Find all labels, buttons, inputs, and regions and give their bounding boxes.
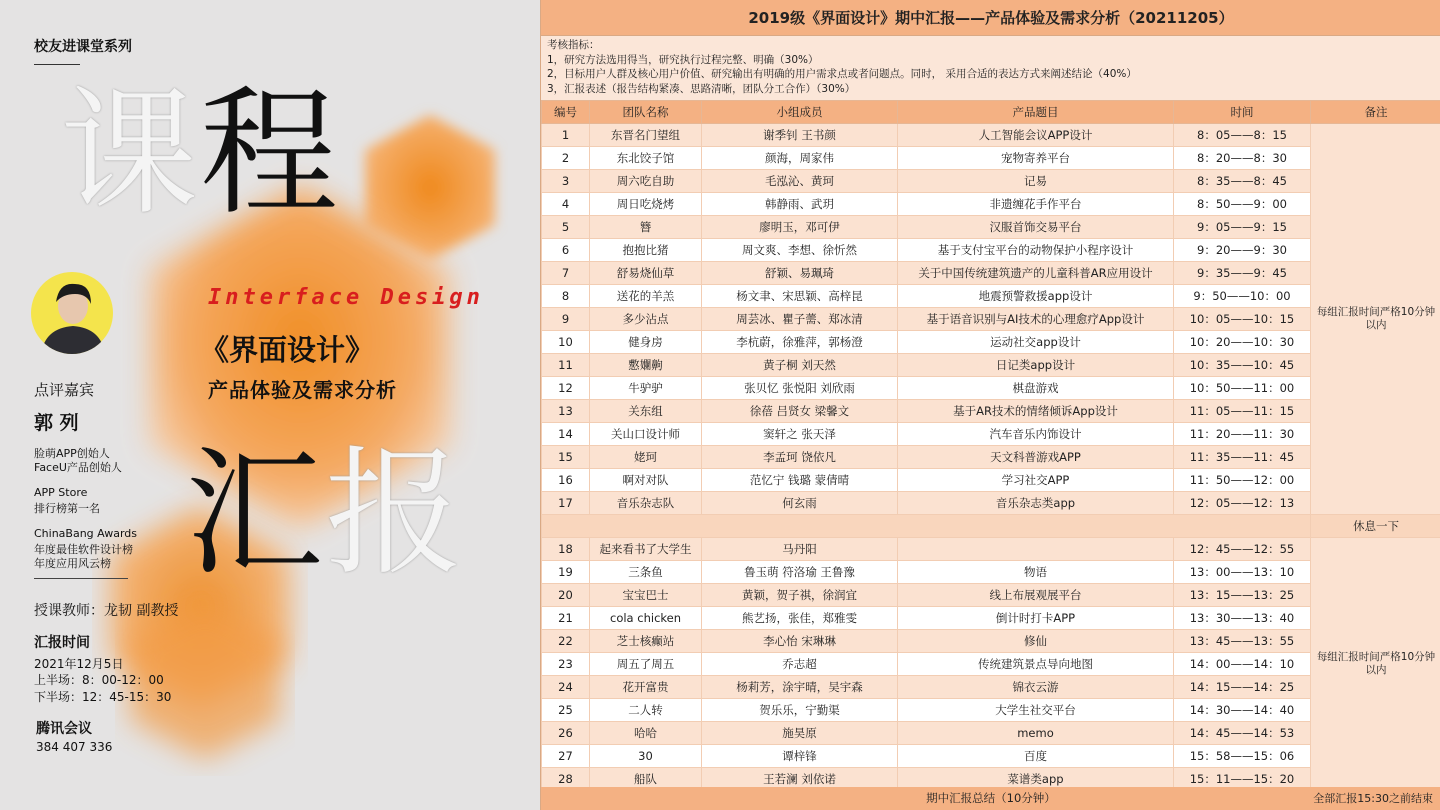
cell-topic: 菜谱类app bbox=[898, 768, 1174, 791]
cell-time: 10：20——10：30 bbox=[1174, 331, 1311, 354]
cell-topic: 基于AR技术的情绪倾诉App设计 bbox=[898, 400, 1174, 423]
cell-topic: 宠物寄养平台 bbox=[898, 147, 1174, 170]
cell-time: 10：05——10：15 bbox=[1174, 308, 1311, 331]
cell-team: 健身房 bbox=[590, 331, 702, 354]
cell-index: 20 bbox=[542, 584, 590, 607]
cell-index: 19 bbox=[542, 561, 590, 584]
cell-members: 黄子桐 刘天然 bbox=[702, 354, 898, 377]
guest-bio-line: 年度应用风云榜 bbox=[34, 557, 111, 570]
course-title: 《界面设计》 bbox=[200, 333, 375, 367]
cell-index: 16 bbox=[542, 469, 590, 492]
cell-topic: memo bbox=[898, 722, 1174, 745]
cell-team: 周六吃自助 bbox=[590, 170, 702, 193]
report-time-label: 汇报时间 bbox=[34, 635, 90, 651]
table-row bbox=[542, 124, 1440, 147]
cell-members: 鲁玉萌 符洛瑜 王鲁豫 bbox=[702, 561, 898, 584]
cell-members: 谭梓锋 bbox=[702, 745, 898, 768]
cell-time: 11：35——11：45 bbox=[1174, 446, 1311, 469]
big-char-cheng: 程 bbox=[200, 73, 339, 234]
cell-members: 王若澜 刘依诺 bbox=[702, 768, 898, 791]
cell-time: 9：20——9：30 bbox=[1174, 239, 1311, 262]
cell-index: 2 bbox=[542, 147, 590, 170]
summary-row bbox=[541, 787, 1440, 810]
cell-index: 27 bbox=[542, 745, 590, 768]
cell-team: 簪 bbox=[590, 216, 702, 239]
cell-topic: 汉服首饰交易平台 bbox=[898, 216, 1174, 239]
cell-time: 9：05——9：15 bbox=[1174, 216, 1311, 239]
cell-time: 8：35——8：45 bbox=[1174, 170, 1311, 193]
cell-topic: 锦衣云游 bbox=[898, 676, 1174, 699]
table-row bbox=[542, 492, 1440, 515]
cell-topic: 修仙 bbox=[898, 630, 1174, 653]
column-header: 小组成员 bbox=[702, 101, 898, 124]
cell-time: 10：35——10：45 bbox=[1174, 354, 1311, 377]
cell-members: 颜海，周家伟 bbox=[702, 147, 898, 170]
cell-time: 8：50——9：00 bbox=[1174, 193, 1311, 216]
cell-topic: 大学生社交平台 bbox=[898, 699, 1174, 722]
cell-team: 周五了周五 bbox=[590, 653, 702, 676]
cell-index: 23 bbox=[542, 653, 590, 676]
guest-bio-line: 年度最佳软件设计榜 bbox=[34, 543, 133, 556]
cell-members: 廖明玉，邓可伊 bbox=[702, 216, 898, 239]
cell-team: 啊对对队 bbox=[590, 469, 702, 492]
column-header: 产品题目 bbox=[898, 101, 1174, 124]
teacher-info: 授课教师：龙韧 副教授 bbox=[34, 603, 179, 619]
cell-topic: 日记类app设计 bbox=[898, 354, 1174, 377]
report-date: 2021年12月5日 bbox=[34, 657, 124, 671]
cell-team: 关山口设计师 bbox=[590, 423, 702, 446]
table-row bbox=[542, 538, 1440, 561]
guest-bio-line: FaceU产品创始人 bbox=[34, 461, 122, 474]
cell-topic: 运动社交app设计 bbox=[898, 331, 1174, 354]
table-row bbox=[542, 400, 1440, 423]
cell-topic bbox=[898, 538, 1174, 561]
cell-time: 15：11——15：20 bbox=[1174, 768, 1311, 791]
cell-index: 3 bbox=[542, 170, 590, 193]
criteria-item: 3，汇报表述（报告结构紧凑、思路清晰，团队分工合作）（30%） bbox=[547, 82, 856, 95]
summary-note: 全部汇报15:30之前结束 bbox=[1313, 792, 1433, 805]
cell-members: 周芸冰、瞿子薷、郑冰清 bbox=[702, 308, 898, 331]
cell-time: 8：20——8：30 bbox=[1174, 147, 1311, 170]
table-row bbox=[542, 745, 1440, 768]
session-afternoon: 下半场：12：45-15：30 bbox=[34, 690, 172, 704]
english-title: Interface Design bbox=[208, 285, 484, 310]
divider bbox=[34, 578, 128, 579]
sheet-title: 2019级《界面设计》期中汇报——产品体验及需求分析（20211205） bbox=[541, 0, 1440, 36]
guest-avatar bbox=[31, 272, 113, 354]
cell-topic: 物语 bbox=[898, 561, 1174, 584]
big-char-bao: 报 bbox=[325, 433, 464, 594]
table-header-row bbox=[542, 101, 1440, 124]
cell-topic: 基于语音识别与AI技术的心理愈疗App设计 bbox=[898, 308, 1174, 331]
break-label: 休息一下 bbox=[1311, 515, 1440, 538]
cell-team: 抱抱比猪 bbox=[590, 239, 702, 262]
cell-team: 东晋名门望组 bbox=[590, 124, 702, 147]
divider bbox=[34, 64, 80, 65]
series-label: 校友进课堂系列 bbox=[34, 39, 132, 55]
column-header: 编号 bbox=[542, 101, 590, 124]
cell-members: 贺乐乐，宁勤渠 bbox=[702, 699, 898, 722]
cell-index: 4 bbox=[542, 193, 590, 216]
cell-team: 懯孄齁 bbox=[590, 354, 702, 377]
cell-topic: 基于支付宝平台的动物保护小程序设计 bbox=[898, 239, 1174, 262]
criteria-item: 2，目标用户人群及核心用户价值、研究输出有明确的用户需求点或者问题点。同时， 采用合适的表达方式来阐述结论（40%） bbox=[547, 68, 1137, 80]
table-row bbox=[542, 699, 1440, 722]
cell-time: 13：30——13：40 bbox=[1174, 607, 1311, 630]
cell-index: 28 bbox=[542, 768, 590, 791]
cell-members: 何玄雨 bbox=[702, 492, 898, 515]
guest-label: 点评嘉宾 bbox=[34, 381, 95, 399]
break-spacer bbox=[542, 515, 1311, 538]
cell-index: 25 bbox=[542, 699, 590, 722]
cell-topic: 棋盘游戏 bbox=[898, 377, 1174, 400]
big-char-hui: 汇 bbox=[185, 433, 324, 594]
cell-team: 舒易烧仙草 bbox=[590, 262, 702, 285]
cell-topic: 天文科普游戏APP bbox=[898, 446, 1174, 469]
cell-time: 11：20——11：30 bbox=[1174, 423, 1311, 446]
criteria-heading: 考核指标： bbox=[547, 39, 600, 51]
table-row bbox=[542, 423, 1440, 446]
cell-team: 三条鱼 bbox=[590, 561, 702, 584]
table-row bbox=[542, 630, 1440, 653]
table-row bbox=[542, 722, 1440, 745]
table-row bbox=[542, 147, 1440, 170]
table-row bbox=[542, 193, 1440, 216]
cell-index: 26 bbox=[542, 722, 590, 745]
column-header: 时间 bbox=[1174, 101, 1311, 124]
cell-time: 8：05——8：15 bbox=[1174, 124, 1311, 147]
cell-members: 窦轩之 张天泽 bbox=[702, 423, 898, 446]
cell-team: 30 bbox=[590, 745, 702, 768]
table-row bbox=[542, 377, 1440, 400]
cell-topic: 线上布展观展平台 bbox=[898, 584, 1174, 607]
cell-topic: 汽车音乐内饰设计 bbox=[898, 423, 1174, 446]
assessment-criteria bbox=[547, 38, 1437, 96]
cell-topic: 记易 bbox=[898, 170, 1174, 193]
course-subtitle: 产品体验及需求分析 bbox=[208, 378, 397, 402]
cell-team: 哈哈 bbox=[590, 722, 702, 745]
cell-index: 22 bbox=[542, 630, 590, 653]
cell-members: 李心怡 宋琳琳 bbox=[702, 630, 898, 653]
cell-team: 牛驴驴 bbox=[590, 377, 702, 400]
cell-time: 14：30——14：40 bbox=[1174, 699, 1311, 722]
break-row bbox=[542, 515, 1440, 538]
cell-members: 施昊原 bbox=[702, 722, 898, 745]
cell-index: 1 bbox=[542, 124, 590, 147]
cell-time: 14：45——14：53 bbox=[1174, 722, 1311, 745]
cell-time: 14：00——14：10 bbox=[1174, 653, 1311, 676]
person-silhouette-icon bbox=[31, 272, 113, 354]
cell-team: 东北饺子馆 bbox=[590, 147, 702, 170]
cell-members: 舒颖、易珮琦 bbox=[702, 262, 898, 285]
cell-index: 5 bbox=[542, 216, 590, 239]
cell-topic: 非遗缠花手作平台 bbox=[898, 193, 1174, 216]
table-row bbox=[542, 584, 1440, 607]
table-row bbox=[542, 331, 1440, 354]
table-row bbox=[542, 676, 1440, 699]
cell-members: 李杭蔚，徐雅萍，郭杨澄 bbox=[702, 331, 898, 354]
cell-members: 徐蓓 吕贤女 梁馨文 bbox=[702, 400, 898, 423]
table-row bbox=[542, 308, 1440, 331]
cell-time: 13：45——13：55 bbox=[1174, 630, 1311, 653]
summary-label: 期中汇报总结（10分钟） bbox=[926, 791, 1056, 805]
meeting-id: 384 407 336 bbox=[36, 740, 113, 754]
cell-members: 周文爽、李想、徐忻然 bbox=[702, 239, 898, 262]
cell-index: 14 bbox=[542, 423, 590, 446]
cell-time: 9：50——10：00 bbox=[1174, 285, 1311, 308]
cell-team: 宝宝巴士 bbox=[590, 584, 702, 607]
column-header: 团队名称 bbox=[590, 101, 702, 124]
cell-members: 熊艺扬，张佳，郑雅雯 bbox=[702, 607, 898, 630]
cell-topic: 音乐杂志类app bbox=[898, 492, 1174, 515]
cell-index: 17 bbox=[542, 492, 590, 515]
cell-time: 9：35——9：45 bbox=[1174, 262, 1311, 285]
cell-team: 送花的羊羔 bbox=[590, 285, 702, 308]
cell-time: 13：15——13：25 bbox=[1174, 584, 1311, 607]
cell-topic: 传统建筑景点导向地图 bbox=[898, 653, 1174, 676]
cell-index: 15 bbox=[542, 446, 590, 469]
cell-index: 18 bbox=[542, 538, 590, 561]
cell-topic: 学习社交APP bbox=[898, 469, 1174, 492]
cell-topic: 地震预警救援app设计 bbox=[898, 285, 1174, 308]
cell-time: 11：50——12：00 bbox=[1174, 469, 1311, 492]
cell-topic: 人工智能会议APP设计 bbox=[898, 124, 1174, 147]
cell-index: 8 bbox=[542, 285, 590, 308]
cell-time: 12：45——12：55 bbox=[1174, 538, 1311, 561]
guest-bio-line: 脸萌APP创始人 bbox=[34, 447, 110, 460]
guest-bio-line: ChinaBang Awards bbox=[34, 527, 138, 540]
cell-team: 多少沾点 bbox=[590, 308, 702, 331]
cell-time: 13：00——13：10 bbox=[1174, 561, 1311, 584]
cell-time: 14：15——14：25 bbox=[1174, 676, 1311, 699]
cell-team: 船队 bbox=[590, 768, 702, 791]
table-row bbox=[542, 262, 1440, 285]
cell-members: 乔志超 bbox=[702, 653, 898, 676]
cell-team: 周日吃烧烤 bbox=[590, 193, 702, 216]
cell-index: 6 bbox=[542, 239, 590, 262]
cell-team: 二人转 bbox=[590, 699, 702, 722]
cell-index: 10 bbox=[542, 331, 590, 354]
cell-members: 马丹阳 bbox=[702, 538, 898, 561]
cell-topic: 关于中国传统建筑遗产的儿童科普AR应用设计 bbox=[898, 262, 1174, 285]
table-row bbox=[542, 446, 1440, 469]
cell-members: 韩静雨、武玥 bbox=[702, 193, 898, 216]
cell-team: 芝士核癫站 bbox=[590, 630, 702, 653]
cell-members: 张贝忆 张悦阳 刘欣雨 bbox=[702, 377, 898, 400]
cell-index: 24 bbox=[542, 676, 590, 699]
cell-members: 谢季钊 王书颜 bbox=[702, 124, 898, 147]
cell-team: 音乐杂志队 bbox=[590, 492, 702, 515]
cell-members: 杨文聿、宋思颖、高梓昆 bbox=[702, 285, 898, 308]
guest-bio-line: APP Store bbox=[34, 486, 88, 499]
table-row bbox=[542, 653, 1440, 676]
guest-bio-line: 排行榜第一名 bbox=[34, 502, 100, 515]
cell-topic: 倒计时打卡APP bbox=[898, 607, 1174, 630]
table-row bbox=[542, 239, 1440, 262]
cell-index: 21 bbox=[542, 607, 590, 630]
table-row bbox=[542, 469, 1440, 492]
guest-name: 郭 列 bbox=[34, 412, 79, 434]
table-row bbox=[542, 285, 1440, 308]
cell-topic: 百度 bbox=[898, 745, 1174, 768]
table-row bbox=[542, 170, 1440, 193]
cell-members: 李孟珂 饶依凡 bbox=[702, 446, 898, 469]
cell-team: 姥珂 bbox=[590, 446, 702, 469]
cell-team: 关东组 bbox=[590, 400, 702, 423]
cell-index: 11 bbox=[542, 354, 590, 377]
schedule-table bbox=[541, 100, 1440, 791]
cell-time: 11：05——11：15 bbox=[1174, 400, 1311, 423]
cell-note: 每组汇报时间严格10分钟以内 bbox=[1311, 124, 1440, 515]
cell-index: 7 bbox=[542, 262, 590, 285]
cell-team: cola chicken bbox=[590, 607, 702, 630]
cell-index: 13 bbox=[542, 400, 590, 423]
cell-team: 花开富贵 bbox=[590, 676, 702, 699]
table-row bbox=[542, 561, 1440, 584]
cell-note: 每组汇报时间严格10分钟以内 bbox=[1311, 538, 1440, 791]
cell-time: 15：58——15：06 bbox=[1174, 745, 1311, 768]
cell-members: 毛泓沁、黄珂 bbox=[702, 170, 898, 193]
table-row bbox=[542, 607, 1440, 630]
cell-index: 9 bbox=[542, 308, 590, 331]
cell-time: 12：05——12：13 bbox=[1174, 492, 1311, 515]
event-poster bbox=[0, 0, 540, 810]
big-char-ke: 课 bbox=[60, 73, 199, 234]
cell-members: 范忆宁 钱璐 蒙倩晴 bbox=[702, 469, 898, 492]
criteria-item: 1，研究方法选用得当，研究执行过程完整、明确（30%） bbox=[547, 53, 819, 66]
column-header: 备注 bbox=[1311, 101, 1440, 124]
cell-time: 10：50——11：00 bbox=[1174, 377, 1311, 400]
cell-members: 杨莉芳，涂宇晴，吴宇森 bbox=[702, 676, 898, 699]
session-morning: 上半场：8：00-12：00 bbox=[34, 673, 164, 687]
schedule-sheet bbox=[540, 0, 1440, 810]
cell-team: 起来看书了大学生 bbox=[590, 538, 702, 561]
cell-index: 12 bbox=[542, 377, 590, 400]
meeting-label: 腾讯会议 bbox=[36, 721, 92, 737]
cell-members: 黄颖，贺子祺，徐润宜 bbox=[702, 584, 898, 607]
table-row bbox=[542, 216, 1440, 239]
table-row bbox=[542, 354, 1440, 377]
